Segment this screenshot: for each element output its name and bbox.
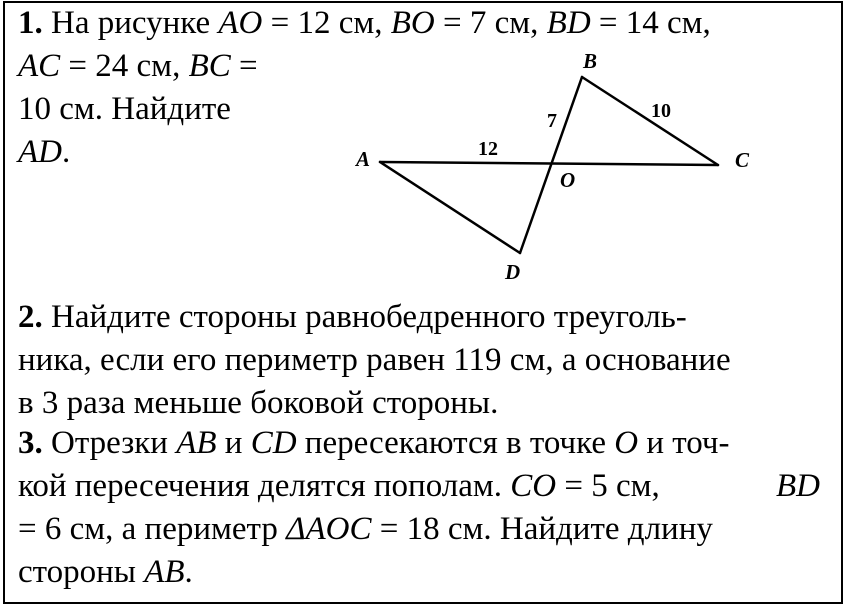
text: и точ- [638,425,730,461]
var-bd: BD [776,468,820,504]
var-co: CO [510,468,557,504]
point-label-c: C [735,148,750,172]
problem3-number: 3. [18,425,43,461]
length-label-bo: 7 [547,110,557,132]
text: = 18 см. Найдите длину [371,511,713,547]
problem3-line1 [18,423,729,463]
text: = 5 см, [556,468,660,504]
problem1-line3: 10 см. Найдите [18,91,231,127]
text: = 7 см, [434,5,547,41]
point-label-b: B [583,49,598,73]
var-bc: BC [188,48,231,84]
point-label-d: D [505,260,521,284]
var-bo: BO [390,5,435,41]
text: . [62,134,71,170]
text: Найдите стороны равнобедренного треуголь- [42,299,687,335]
text: = 14 см, [590,5,711,41]
text: и [216,425,251,461]
var-bd: BD [546,5,591,41]
text: . [184,554,193,590]
segment-bc [582,77,718,165]
problem2-line2: ника, если его периметр равен 119 см, а основание [18,342,731,378]
text: = 24 см, [60,48,189,84]
problem2-line1 [18,297,687,337]
text: На рисунке [51,5,219,41]
var-o: O [614,425,639,461]
problem3-line4 [18,552,193,592]
problem2-number: 2. [18,299,43,335]
point-label-o: O [560,168,576,192]
text: стороны [18,554,145,590]
problem3-line3 [18,509,713,549]
var-ab: AB [144,554,185,590]
var-triangle-aoc: ΔAOC [286,511,372,547]
problem3-line2 [18,466,660,506]
var-ao: AO [218,5,263,41]
segment-bd [520,77,582,253]
text: = 12 см, [262,5,391,41]
problem1-number: 1. [18,5,43,41]
var-ab: AB [176,425,217,461]
point-label-a: A [356,147,371,171]
segment-ad [380,162,520,253]
problem2-line3: в 3 раза меньше боковой стороны. [18,385,499,421]
text: пересекаются в точке [296,425,615,461]
problem3-var-bd [776,466,820,506]
var-ac: AC [18,48,61,84]
length-label-ao: 12 [478,138,498,160]
var-cd: CD [250,425,297,461]
text: Отрезки [42,425,177,461]
text: = [230,48,258,84]
text: = 6 см, а периметр [18,511,287,547]
text: кой пересечения делятся пополам. [18,468,511,504]
segment-ac [380,162,718,165]
length-label-bc: 10 [651,100,671,122]
var-ad: AD [18,134,62,170]
